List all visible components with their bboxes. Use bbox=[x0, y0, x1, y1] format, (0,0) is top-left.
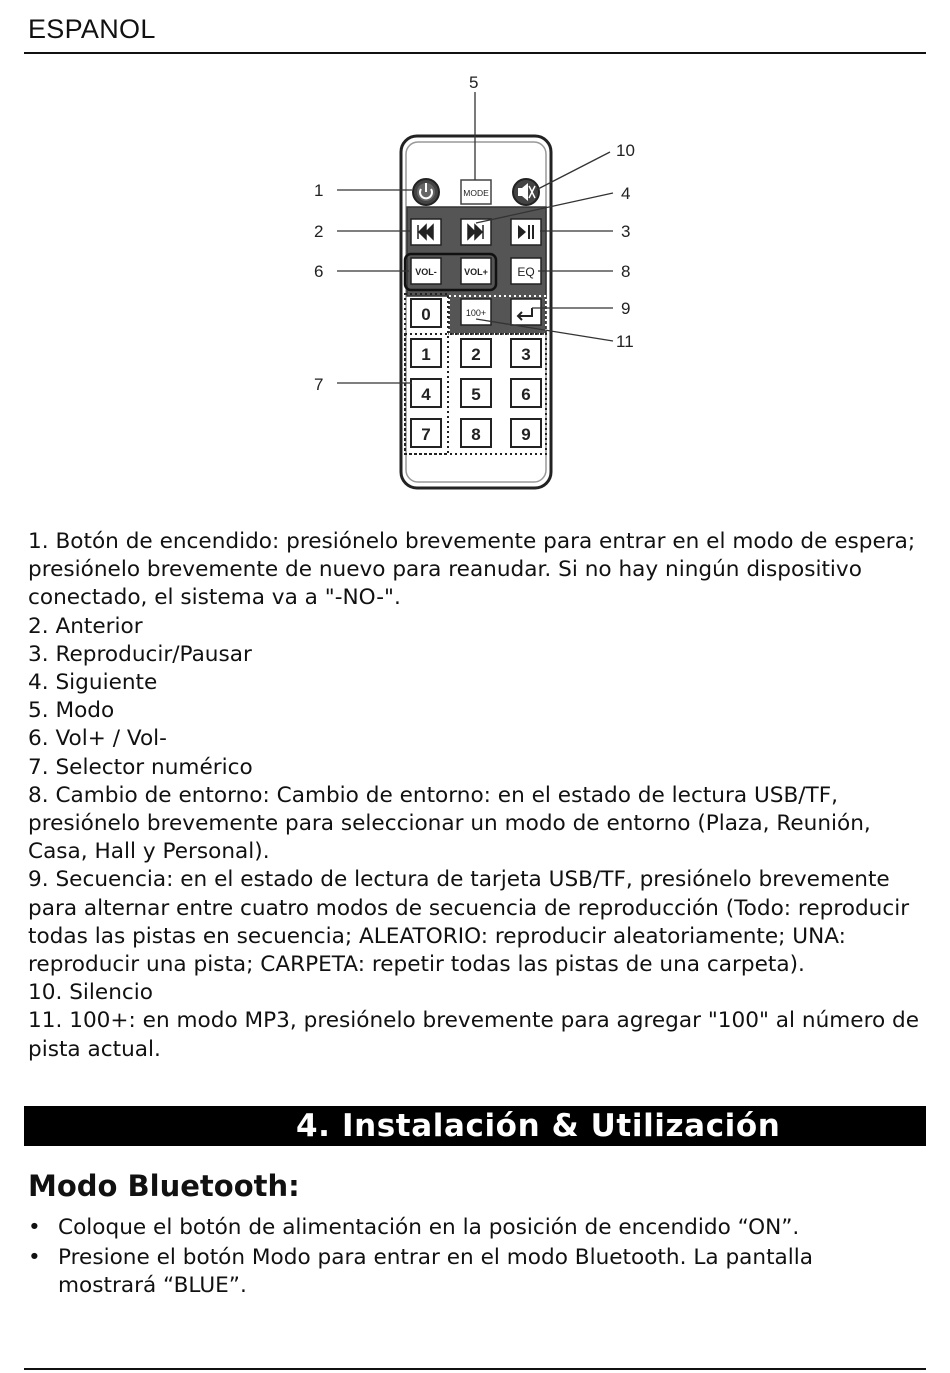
callout-3: 3 bbox=[621, 222, 631, 241]
callout-9: 9 bbox=[621, 299, 631, 318]
hundred-plus-label: 100+ bbox=[465, 308, 487, 318]
vol-plus-label: VOL+ bbox=[464, 267, 488, 277]
description-item: 2. Anterior bbox=[28, 613, 143, 639]
previous-button bbox=[411, 219, 441, 245]
callout-2: 2 bbox=[314, 222, 324, 241]
digit-4-button bbox=[411, 379, 441, 407]
callout-5: 5 bbox=[469, 73, 479, 92]
mode-button-label: MODE bbox=[463, 188, 489, 198]
digit-label: 7 bbox=[421, 425, 431, 444]
footer-rule bbox=[24, 1368, 926, 1370]
mode-button bbox=[461, 180, 491, 204]
page-header-language: ESPANOL bbox=[28, 14, 156, 44]
callout-1: 1 bbox=[314, 181, 324, 200]
description-item: 8. Cambio de entorno: Cambio de entorno: en el estado de lectura USB/TF, presiónelo brevemente para seleccionar un modo de entorno (Plaza, Reunión, Casa, Hall y Personal). bbox=[28, 782, 871, 865]
list-item bbox=[28, 1244, 908, 1300]
digit-label: 0 bbox=[421, 305, 431, 324]
digit-7-button bbox=[411, 419, 441, 447]
digit-0-button bbox=[411, 299, 441, 327]
callout-11: 11 bbox=[616, 332, 634, 351]
callout-4: 4 bbox=[621, 184, 631, 203]
digit-3-button bbox=[511, 339, 541, 367]
digit-label: 4 bbox=[421, 385, 431, 404]
list-item-text: Presione el botón Modo para entrar en el modo Bluetooth. La pantalla mostrará “BLUE”. bbox=[58, 1245, 814, 1299]
vol-plus-button bbox=[461, 258, 491, 284]
play-pause-button bbox=[511, 219, 541, 245]
eq-label: EQ bbox=[517, 265, 535, 279]
sequence-button bbox=[511, 299, 541, 325]
digit-label: 9 bbox=[521, 425, 531, 444]
description-item: 9. Secuencia: en el estado de lectura de tarjeta USB/TF, presiónelo brevemente para alternar entre cuatro modos de secuencia de reproducción (Todo: reproducir todas las pistas en secuencia; ALEATORIO: reproducir aleatoriamente; UNA: reproducir una pista; CARPETA: repetir todas las pistas de una carpeta). bbox=[28, 867, 910, 978]
description-item: 5. Modo bbox=[28, 698, 115, 724]
bluetooth-steps bbox=[28, 1214, 908, 1303]
mute-button bbox=[513, 179, 539, 205]
digit-1-button bbox=[411, 339, 441, 367]
description-item: 1. Botón de encendido: presiónelo brevemente para entrar en el modo de espera; presiónelo brevemente de nuevo para reanudar. Si no hay ningún dispositivo conectado, el sistema va a "-NO-". bbox=[28, 529, 916, 611]
button-descriptions bbox=[28, 528, 928, 1064]
digit-8-button bbox=[461, 419, 491, 447]
description-item: 7. Selector numérico bbox=[28, 754, 253, 780]
digit-label: 5 bbox=[471, 385, 481, 404]
digit-label: 6 bbox=[521, 385, 531, 404]
remote-control-diagram bbox=[300, 66, 660, 496]
eq-button bbox=[511, 258, 541, 284]
power-button bbox=[413, 179, 439, 205]
description-item: 6. Vol+ / Vol- bbox=[28, 726, 167, 752]
vol-minus-button bbox=[411, 258, 441, 284]
description-item: 3. Reproducir/Pausar bbox=[28, 641, 252, 667]
section-title-bar: 4. Instalación & Utilización bbox=[24, 1106, 926, 1146]
vol-minus-label: VOL- bbox=[415, 267, 437, 277]
digit-label: 3 bbox=[521, 345, 531, 364]
list-item bbox=[28, 1214, 908, 1242]
digit-label: 2 bbox=[471, 345, 481, 364]
header-rule bbox=[24, 52, 926, 54]
callout-7: 7 bbox=[314, 375, 324, 394]
description-item: 11. 100+: en modo MP3, presiónelo brevemente para agregar "100" al número de pista actual. bbox=[28, 1008, 920, 1062]
callout-10: 10 bbox=[616, 141, 635, 160]
bullet-icon: • bbox=[28, 1215, 41, 1240]
list-item-text: Coloque el botón de alimentación en la posición de encendido “ON”. bbox=[58, 1215, 800, 1240]
digit-label: 1 bbox=[421, 345, 431, 364]
callout-8: 8 bbox=[621, 262, 631, 281]
digit-2-button bbox=[461, 339, 491, 367]
description-item: 10. Silencio bbox=[28, 980, 153, 1006]
callout-6: 6 bbox=[314, 262, 324, 281]
digit-9-button bbox=[511, 419, 541, 447]
bluetooth-heading: Modo Bluetooth: bbox=[28, 1169, 300, 1203]
digit-6-button bbox=[511, 379, 541, 407]
bullet-icon: • bbox=[28, 1245, 41, 1271]
digit-label: 8 bbox=[471, 425, 481, 444]
description-item: 4. Siguiente bbox=[28, 670, 158, 696]
digit-5-button bbox=[461, 379, 491, 407]
